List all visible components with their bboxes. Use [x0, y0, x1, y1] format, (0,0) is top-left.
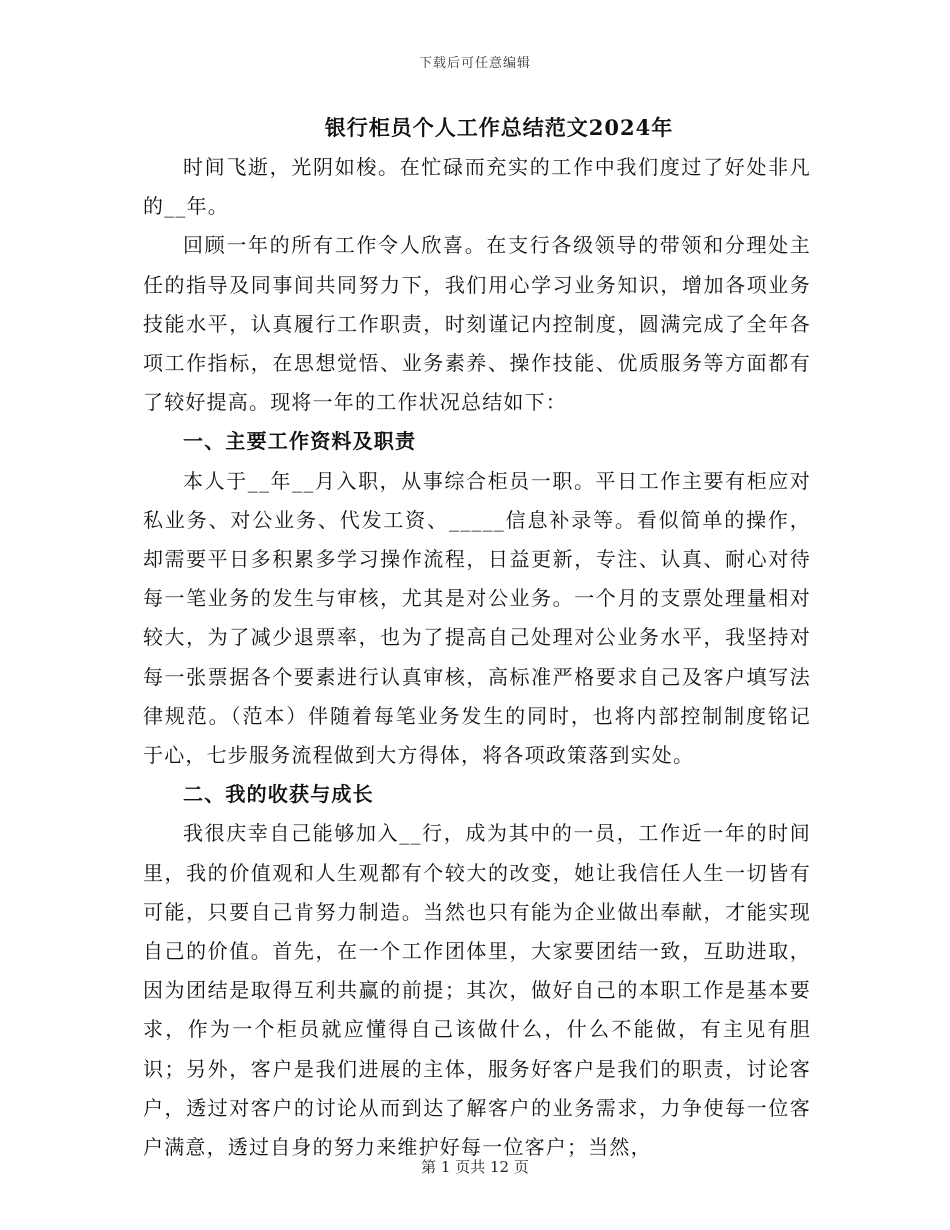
- paragraph-duties: 本人于__年__月入职，从事综合柜员一职。平日工作主要有柜应对私业务、对公业务、代发工资、_____信息补录等。看似简单的操作，却需要平日多积累多学习操作流程，日益更新，专注、认真、耐心对待每一笔业务的发生与审核，尤其是对公业务。一个月的支票处理量相对较大，为了减少退票率，也为了提高自己处理对公业务水平，我坚持对每一张票据各个要素进行认真审核，高标准严格要求自己及客户填写法律规范。（范本）伴随着每笔业务发生的同时，也将内部控制制度铭记于心，七步服务流程做到大方得体，将各项政策落到实处。: [143, 468, 811, 768]
- paragraph-growth: 我很庆幸自己能够加入__行，成为其中的一员，工作近一年的时间里，我的价值观和人生观都有个较大的改变，她让我信任人生一切皆有可能，只要自己肯努力制造。当然也只有能为企业做出奉献，才能实现自己的价值。首先，在一个工作团体里，大家要团结一致，互助进取，因为团结是取得互利共赢的前提；其次，做好自己的本职工作是基本要求，作为一个柜员就应懂得自己该做什么，什么不能做，有主见有胆识；另外，客户是我们进展的主体，服务好客户是我们的职责，讨论客户，透过对客户的讨论从而到达了解客户的业务需求，力争使每一位客户满意，透过自身的努力来维护好每一位客户；当然，: [143, 821, 811, 1160]
- paragraph-intro: 时间飞逝，光阴如梭。在忙碌而充实的工作中我们度过了好处非凡的__年。: [143, 155, 811, 219]
- header-note: 下载后可任意编辑: [418, 56, 531, 71]
- section-heading-duties: 一、主要工作资料及职责: [183, 429, 417, 454]
- document-body: [143, 148, 811, 1167]
- paragraph-review: 回顾一年的所有工作令人欣喜。在支行各级领导的带领和分理处主任的指导及同事间共同努力下，我们用心学习业务知识，增加各项业务技能水平，认真履行工作职责，时刻谨记内控制度，圆满完成了全年各项工作指标，在思想觉悟、业务素养、操作技能、优质服务等方面都有了较好提高。现将一年的工作状况总结如下：: [143, 233, 811, 415]
- page-number-footer: 第 1 页共 12 页: [421, 1158, 529, 1176]
- section-heading-growth: 二、我的收获与成长: [183, 782, 374, 807]
- document-title: 银行柜员个人工作总结范文2024年: [324, 115, 674, 140]
